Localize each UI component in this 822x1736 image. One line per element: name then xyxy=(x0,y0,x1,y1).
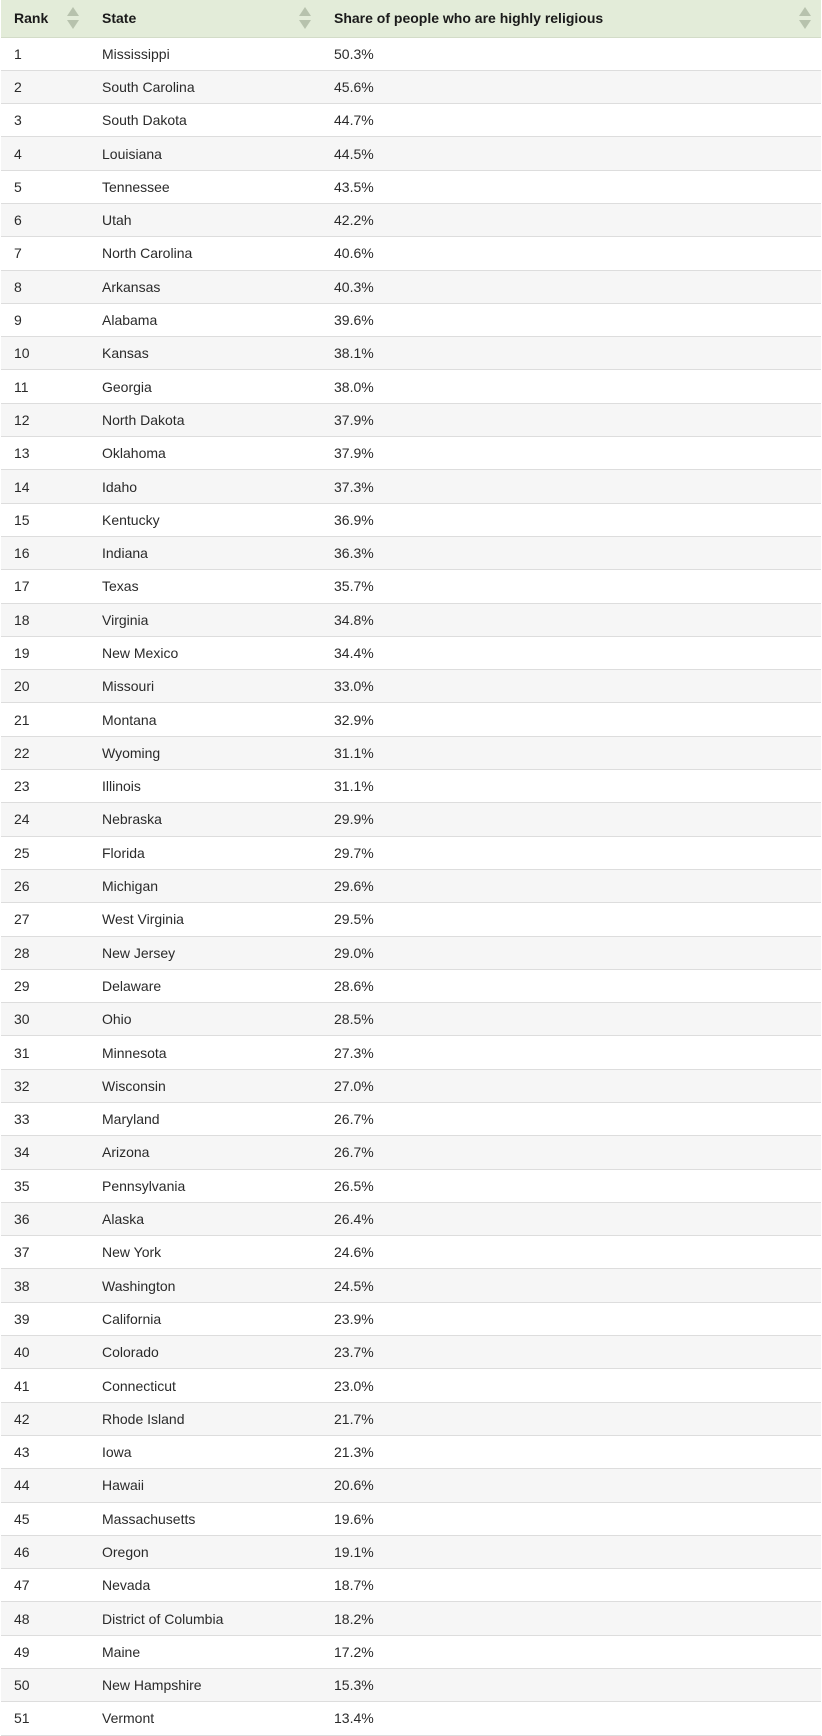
table-row xyxy=(1,770,821,803)
table-row xyxy=(1,936,821,969)
cell-state: Michigan xyxy=(89,869,321,902)
cell-share: 29.7% xyxy=(321,836,821,869)
cell-state: West Virginia xyxy=(89,903,321,936)
table-row xyxy=(1,670,821,703)
cell-rank: 47 xyxy=(1,1569,89,1602)
cell-share: 26.5% xyxy=(321,1169,821,1202)
cell-state: Connecticut xyxy=(89,1369,321,1402)
header-row xyxy=(1,0,821,37)
table-row xyxy=(1,1469,821,1502)
column-header-share[interactable] xyxy=(321,0,821,37)
cell-rank: 7 xyxy=(1,237,89,270)
cell-state: Maine xyxy=(89,1635,321,1668)
cell-state: New York xyxy=(89,1236,321,1269)
cell-rank: 34 xyxy=(1,1136,89,1169)
table-row xyxy=(1,1069,821,1102)
cell-share: 38.1% xyxy=(321,337,821,370)
cell-state: Alaska xyxy=(89,1202,321,1235)
table-row xyxy=(1,1003,821,1036)
table-row xyxy=(1,1602,821,1635)
table-row xyxy=(1,1535,821,1568)
column-header-rank-label: Rank xyxy=(14,10,49,27)
table-row xyxy=(1,303,821,336)
cell-rank: 40 xyxy=(1,1336,89,1369)
cell-rank: 3 xyxy=(1,104,89,137)
cell-state: Nevada xyxy=(89,1569,321,1602)
table-body xyxy=(1,37,821,1735)
cell-share: 31.1% xyxy=(321,736,821,769)
cell-rank: 21 xyxy=(1,703,89,736)
cell-share: 20.6% xyxy=(321,1469,821,1502)
cell-rank: 38 xyxy=(1,1269,89,1302)
cell-rank: 15 xyxy=(1,503,89,536)
cell-share: 37.9% xyxy=(321,437,821,470)
cell-share: 34.4% xyxy=(321,636,821,669)
cell-state: Arizona xyxy=(89,1136,321,1169)
table-row xyxy=(1,1402,821,1435)
cell-rank: 37 xyxy=(1,1236,89,1269)
table-row xyxy=(1,503,821,536)
table-row xyxy=(1,1169,821,1202)
cell-rank: 44 xyxy=(1,1469,89,1502)
table-row xyxy=(1,836,821,869)
cell-share: 29.0% xyxy=(321,936,821,969)
cell-rank: 18 xyxy=(1,603,89,636)
table-row xyxy=(1,170,821,203)
cell-rank: 1 xyxy=(1,37,89,70)
cell-state: Georgia xyxy=(89,370,321,403)
cell-state: Alabama xyxy=(89,303,321,336)
cell-state: Montana xyxy=(89,703,321,736)
cell-rank: 22 xyxy=(1,736,89,769)
table-row xyxy=(1,570,821,603)
cell-share: 27.3% xyxy=(321,1036,821,1069)
cell-share: 37.9% xyxy=(321,403,821,436)
religiosity-table xyxy=(1,0,821,1736)
table-row xyxy=(1,903,821,936)
cell-state: District of Columbia xyxy=(89,1602,321,1635)
cell-share: 26.4% xyxy=(321,1202,821,1235)
cell-state: Utah xyxy=(89,203,321,236)
cell-share: 15.3% xyxy=(321,1669,821,1702)
cell-share: 35.7% xyxy=(321,570,821,603)
cell-share: 26.7% xyxy=(321,1103,821,1136)
cell-share: 43.5% xyxy=(321,170,821,203)
table-row xyxy=(1,636,821,669)
cell-share: 21.7% xyxy=(321,1402,821,1435)
religiosity-table-container xyxy=(1,0,821,1736)
sort-arrows-icon[interactable] xyxy=(799,7,811,29)
table-row xyxy=(1,337,821,370)
cell-state: North Carolina xyxy=(89,237,321,270)
cell-rank: 29 xyxy=(1,969,89,1002)
cell-state: South Dakota xyxy=(89,104,321,137)
cell-share: 23.7% xyxy=(321,1336,821,1369)
table-row xyxy=(1,37,821,70)
table-row xyxy=(1,1435,821,1468)
cell-rank: 4 xyxy=(1,137,89,170)
cell-rank: 12 xyxy=(1,403,89,436)
cell-state: Idaho xyxy=(89,470,321,503)
table-row xyxy=(1,1569,821,1602)
column-header-share-label: Share of people who are highly religious xyxy=(334,10,604,27)
table-row xyxy=(1,104,821,137)
cell-state: Pennsylvania xyxy=(89,1169,321,1202)
column-header-state-label: State xyxy=(102,10,137,27)
cell-share: 36.3% xyxy=(321,536,821,569)
cell-rank: 33 xyxy=(1,1103,89,1136)
cell-share: 39.6% xyxy=(321,303,821,336)
table-row xyxy=(1,237,821,270)
cell-rank: 35 xyxy=(1,1169,89,1202)
cell-state: New Hampshire xyxy=(89,1669,321,1702)
cell-state: Missouri xyxy=(89,670,321,703)
cell-share: 18.7% xyxy=(321,1569,821,1602)
cell-state: Indiana xyxy=(89,536,321,569)
table-row xyxy=(1,736,821,769)
cell-state: Wyoming xyxy=(89,736,321,769)
cell-rank: 48 xyxy=(1,1602,89,1635)
cell-state: Arkansas xyxy=(89,270,321,303)
cell-rank: 16 xyxy=(1,536,89,569)
cell-rank: 25 xyxy=(1,836,89,869)
cell-state: Kansas xyxy=(89,337,321,370)
cell-rank: 19 xyxy=(1,636,89,669)
cell-state: Iowa xyxy=(89,1435,321,1468)
cell-state: Ohio xyxy=(89,1003,321,1036)
table-row xyxy=(1,1202,821,1235)
cell-state: Mississippi xyxy=(89,37,321,70)
table-row xyxy=(1,137,821,170)
cell-rank: 30 xyxy=(1,1003,89,1036)
cell-rank: 45 xyxy=(1,1502,89,1535)
cell-rank: 26 xyxy=(1,869,89,902)
table-row xyxy=(1,370,821,403)
cell-share: 21.3% xyxy=(321,1435,821,1468)
cell-state: Colorado xyxy=(89,1336,321,1369)
cell-state: Texas xyxy=(89,570,321,603)
cell-share: 17.2% xyxy=(321,1635,821,1668)
cell-rank: 8 xyxy=(1,270,89,303)
cell-state: Maryland xyxy=(89,1103,321,1136)
table-row xyxy=(1,1502,821,1535)
column-header-rank[interactable] xyxy=(1,0,89,37)
sort-arrows-icon[interactable] xyxy=(67,7,79,29)
cell-share: 33.0% xyxy=(321,670,821,703)
cell-share: 40.3% xyxy=(321,270,821,303)
table-row xyxy=(1,1669,821,1702)
cell-rank: 9 xyxy=(1,303,89,336)
cell-state: Massachusetts xyxy=(89,1502,321,1535)
cell-share: 27.0% xyxy=(321,1069,821,1102)
table-row xyxy=(1,969,821,1002)
cell-rank: 17 xyxy=(1,570,89,603)
table-row xyxy=(1,1702,821,1735)
cell-share: 45.6% xyxy=(321,70,821,103)
cell-rank: 5 xyxy=(1,170,89,203)
cell-state: Florida xyxy=(89,836,321,869)
cell-share: 42.2% xyxy=(321,203,821,236)
cell-share: 19.6% xyxy=(321,1502,821,1535)
cell-state: Oregon xyxy=(89,1535,321,1568)
cell-share: 44.5% xyxy=(321,137,821,170)
cell-rank: 20 xyxy=(1,670,89,703)
cell-state: Vermont xyxy=(89,1702,321,1735)
cell-share: 50.3% xyxy=(321,37,821,70)
table-row xyxy=(1,470,821,503)
cell-rank: 13 xyxy=(1,437,89,470)
cell-share: 28.6% xyxy=(321,969,821,1002)
table-row xyxy=(1,1269,821,1302)
cell-rank: 24 xyxy=(1,803,89,836)
table-row xyxy=(1,536,821,569)
table-row xyxy=(1,703,821,736)
table-row xyxy=(1,1302,821,1335)
cell-rank: 28 xyxy=(1,936,89,969)
cell-state: New Mexico xyxy=(89,636,321,669)
cell-share: 28.5% xyxy=(321,1003,821,1036)
cell-state: Nebraska xyxy=(89,803,321,836)
cell-rank: 46 xyxy=(1,1535,89,1568)
cell-rank: 36 xyxy=(1,1202,89,1235)
cell-share: 18.2% xyxy=(321,1602,821,1635)
cell-state: Louisiana xyxy=(89,137,321,170)
cell-rank: 41 xyxy=(1,1369,89,1402)
cell-share: 23.0% xyxy=(321,1369,821,1402)
cell-rank: 42 xyxy=(1,1402,89,1435)
cell-state: Kentucky xyxy=(89,503,321,536)
table-row xyxy=(1,437,821,470)
cell-state: Washington xyxy=(89,1269,321,1302)
cell-state: Virginia xyxy=(89,603,321,636)
table-row xyxy=(1,1635,821,1668)
table-row xyxy=(1,1236,821,1269)
cell-share: 36.9% xyxy=(321,503,821,536)
cell-rank: 11 xyxy=(1,370,89,403)
cell-rank: 31 xyxy=(1,1036,89,1069)
cell-state: Delaware xyxy=(89,969,321,1002)
cell-rank: 49 xyxy=(1,1635,89,1668)
cell-rank: 2 xyxy=(1,70,89,103)
cell-state: Tennessee xyxy=(89,170,321,203)
cell-share: 23.9% xyxy=(321,1302,821,1335)
cell-rank: 6 xyxy=(1,203,89,236)
cell-state: Minnesota xyxy=(89,1036,321,1069)
cell-state: Oklahoma xyxy=(89,437,321,470)
cell-state: Rhode Island xyxy=(89,1402,321,1435)
cell-state: Wisconsin xyxy=(89,1069,321,1102)
cell-state: Hawaii xyxy=(89,1469,321,1502)
cell-share: 19.1% xyxy=(321,1535,821,1568)
sort-arrows-icon[interactable] xyxy=(299,7,311,29)
cell-share: 44.7% xyxy=(321,104,821,137)
cell-share: 32.9% xyxy=(321,703,821,736)
cell-state: South Carolina xyxy=(89,70,321,103)
cell-share: 38.0% xyxy=(321,370,821,403)
cell-share: 13.4% xyxy=(321,1702,821,1735)
cell-share: 37.3% xyxy=(321,470,821,503)
cell-share: 34.8% xyxy=(321,603,821,636)
cell-share: 29.5% xyxy=(321,903,821,936)
cell-share: 24.5% xyxy=(321,1269,821,1302)
cell-share: 29.6% xyxy=(321,869,821,902)
cell-rank: 10 xyxy=(1,337,89,370)
table-row xyxy=(1,1036,821,1069)
cell-share: 26.7% xyxy=(321,1136,821,1169)
cell-rank: 39 xyxy=(1,1302,89,1335)
cell-share: 29.9% xyxy=(321,803,821,836)
table-row xyxy=(1,70,821,103)
table-row xyxy=(1,1336,821,1369)
table-row xyxy=(1,803,821,836)
cell-state: Illinois xyxy=(89,770,321,803)
cell-state: North Dakota xyxy=(89,403,321,436)
cell-share: 24.6% xyxy=(321,1236,821,1269)
table-header xyxy=(1,0,821,37)
cell-rank: 50 xyxy=(1,1669,89,1702)
table-row xyxy=(1,1103,821,1136)
cell-rank: 43 xyxy=(1,1435,89,1468)
cell-state: New Jersey xyxy=(89,936,321,969)
cell-state: California xyxy=(89,1302,321,1335)
cell-rank: 27 xyxy=(1,903,89,936)
table-row xyxy=(1,1136,821,1169)
cell-rank: 23 xyxy=(1,770,89,803)
cell-rank: 14 xyxy=(1,470,89,503)
cell-rank: 51 xyxy=(1,1702,89,1735)
table-row xyxy=(1,869,821,902)
table-row xyxy=(1,203,821,236)
table-row xyxy=(1,1369,821,1402)
cell-rank: 32 xyxy=(1,1069,89,1102)
table-row xyxy=(1,270,821,303)
table-row xyxy=(1,403,821,436)
column-header-state[interactable] xyxy=(89,0,321,37)
table-row xyxy=(1,603,821,636)
cell-share: 31.1% xyxy=(321,770,821,803)
cell-share: 40.6% xyxy=(321,237,821,270)
